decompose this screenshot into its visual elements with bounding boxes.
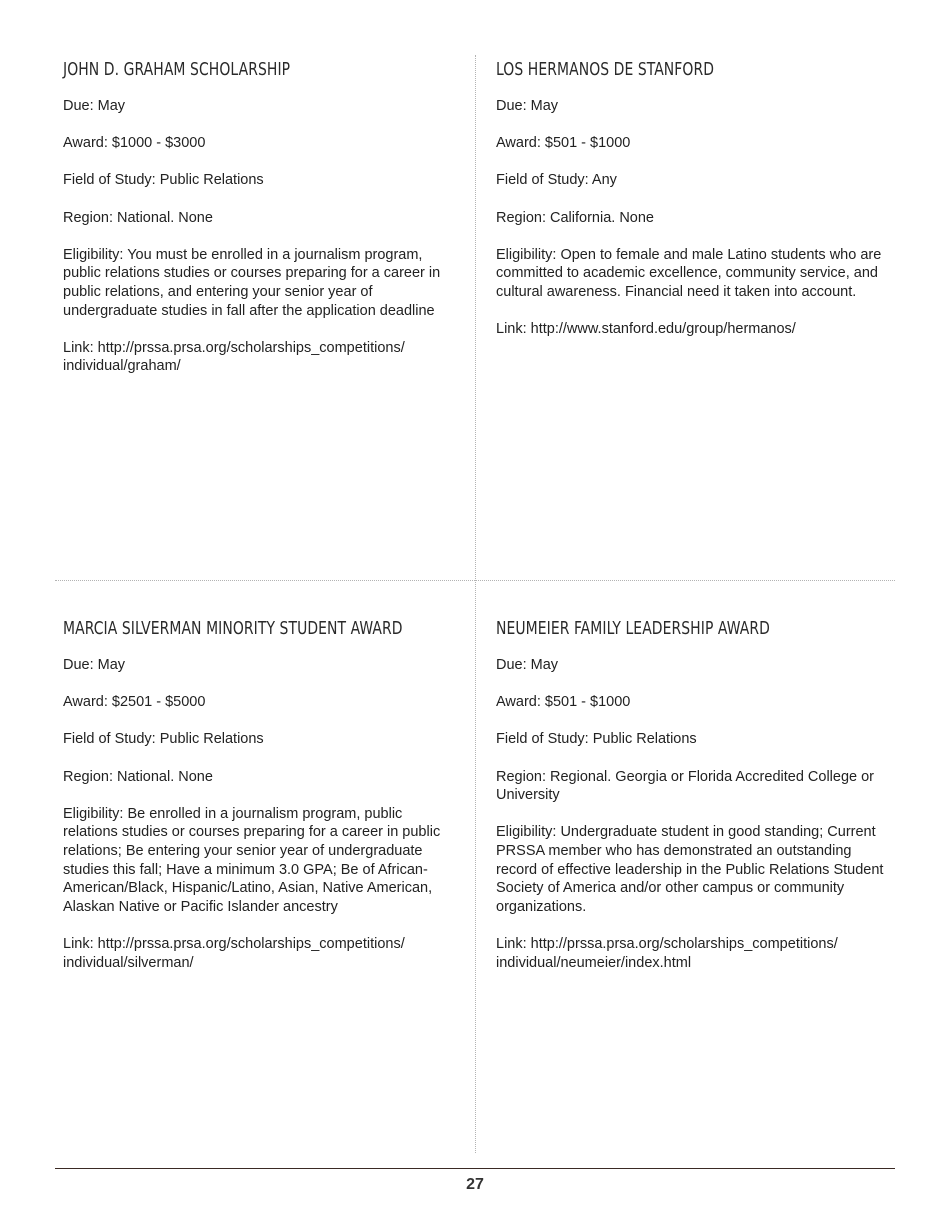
eligibility: Eligibility: Open to female and male Latino students who are committed to academic excellence, community service, and cultural awareness. Financial need it taken into account.: [496, 246, 882, 300]
link[interactable]: Link: http://prssa.prsa.org/scholarships_competitions/ individual/neumeier/index.html: [496, 935, 838, 971]
award-amount: Award: $2501 - $5000: [63, 694, 206, 711]
scholarship-title: JOHN D. GRAHAM SCHOLARSHIP: [63, 59, 291, 80]
region: Region: California. None: [496, 209, 654, 226]
field-of-study: Field of Study: Public Relations: [63, 172, 264, 189]
field-of-study: Field of Study: Any: [496, 172, 617, 189]
region: Region: National. None: [63, 209, 213, 226]
field-of-study: Field of Study: Public Relations: [63, 731, 264, 748]
award-amount: Award: $501 - $1000: [496, 694, 631, 711]
scholarship-card-neumeier: [496, 618, 891, 991]
scholarship-card-hermanos: [496, 59, 891, 357]
region: Region: National. None: [63, 768, 213, 785]
eligibility: Eligibility: Undergraduate student in good standing; Current PRSSA member who has demonstrated an outstanding record of effective leadership in the Public Relations Student Society of America and/or other campus or community organizations.: [496, 824, 884, 915]
scholarship-title: LOS HERMANOS DE STANFORD: [496, 59, 715, 80]
vertical-divider: [475, 55, 476, 1153]
scholarship-title: MARCIA SILVERMAN MINORITY STUDENT AWARD: [63, 618, 403, 639]
due-date: Due: May: [496, 657, 559, 673]
horizontal-divider: [55, 580, 895, 581]
due-date: Due: May: [496, 98, 559, 114]
eligibility: Eligibility: You must be enrolled in a journalism program, public relations studies or courses preparing for a career in public relations, and entering your senior year of undergraduate studies in fall after the application deadline: [63, 246, 441, 319]
eligibility: Eligibility: Be enrolled in a journalism program, public relations studies or courses preparing for a career in public relations; Be entering your senior year of undergraduate studies this fall; Have a minimum 3.0 GPA; Be of African-American/Black, Hispanic/Latino, Asian, Native American, Alaskan Native or Pacific Islander ancestry: [63, 805, 441, 915]
link[interactable]: Link: http://prssa.prsa.org/scholarships_competitions/ individual/silverman/: [63, 935, 405, 971]
link[interactable]: Link: http://prssa.prsa.org/scholarships_competitions/ individual/graham/: [63, 339, 405, 375]
scholarship-card-graham: [63, 59, 458, 395]
due-date: Due: May: [63, 657, 126, 673]
award-amount: Award: $1000 - $3000: [63, 135, 206, 152]
scholarship-title: NEUMEIER FAMILY LEADERSHIP AWARD: [496, 618, 770, 639]
page-number: 27: [466, 1176, 484, 1193]
award-amount: Award: $501 - $1000: [496, 135, 631, 152]
footer-rule: [55, 1168, 895, 1169]
link[interactable]: Link: http://www.stanford.edu/group/hermanos/: [496, 321, 796, 338]
due-date: Due: May: [63, 98, 126, 114]
scholarship-card-silverman: [63, 618, 458, 991]
field-of-study: Field of Study: Public Relations: [496, 731, 697, 748]
region: Region: Regional. Georgia or Florida Accredited College or University: [496, 768, 875, 804]
